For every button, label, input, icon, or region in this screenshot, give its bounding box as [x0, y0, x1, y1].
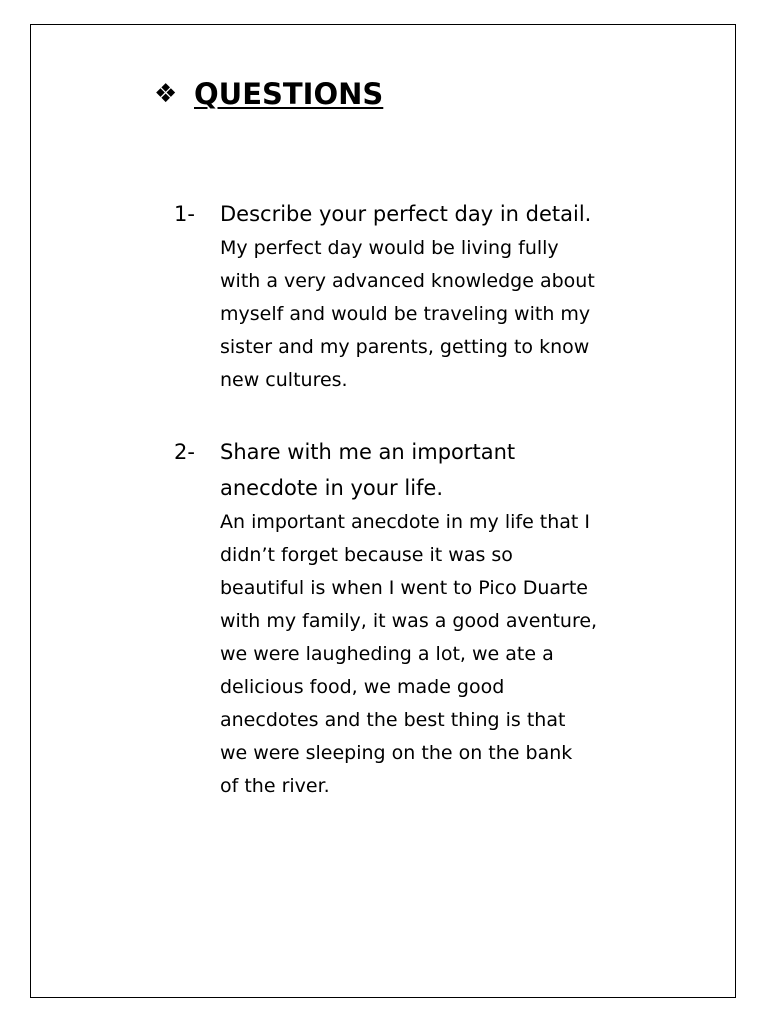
- answer-text: My perfect day would be living fully with a very advanced knowledge about myself and would be traveling with my sister and my parents, getting to know new cultures.: [220, 237, 595, 391]
- questions-heading: [154, 74, 383, 114]
- question-text: Share with me an important anecdote in your life.: [220, 440, 516, 500]
- question-body: [220, 196, 670, 397]
- question-number: 1-: [174, 202, 195, 226]
- answer-text: An important anecdote in my life that I didn’t forget because it was so beautiful is when I went to Pico Duarte with my family, it was a good aventure, we were laugheding a lot, we ate a delicious food, we made good anecdotes and the best thing is that we were sleeping on the on the bank of the river.: [220, 511, 598, 797]
- heading-title: QUESTIONS: [194, 77, 384, 111]
- question-text: Describe your perfect day in detail.: [220, 202, 592, 226]
- diamond-bullet-icon: ❖: [154, 79, 178, 109]
- question-number: 2-: [174, 440, 195, 464]
- question-body: [220, 434, 670, 803]
